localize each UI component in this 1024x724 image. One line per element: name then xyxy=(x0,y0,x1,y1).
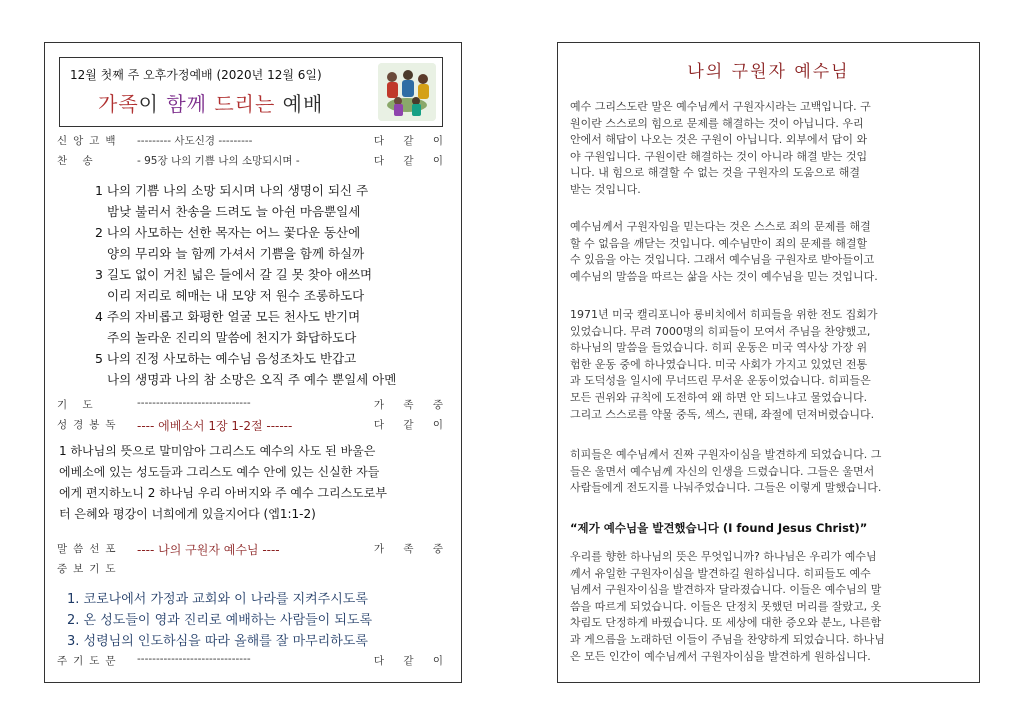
row-leader: 다 같 이 xyxy=(373,419,451,431)
scripture-line: 에게 편지하노니 2 하나님 우리 아버지와 주 예수 그리스도로부 xyxy=(59,486,387,500)
row-creed xyxy=(57,133,451,149)
paragraph-line: 있었습니다. 무려 7000명의 히피들이 모여서 주님을 찬양했고, xyxy=(570,324,871,338)
paragraph-line: 안에서 해답이 나오는 것은 구원이 아닙니다. 외부에서 답이 와 xyxy=(570,133,868,147)
hymn-line: 4 주의 자비롭고 화평한 얼굴 모든 천사도 반기며 xyxy=(95,309,361,324)
paragraph-line: 들은 울면서 예수님께 자신의 인생을 드렸습니다. 그들은 울면서 xyxy=(570,464,875,478)
paragraph-line: 모든 권위와 규칙에 도전하여 왜 하면 안 되느냐고 물었습니다. xyxy=(570,390,868,404)
paragraph-line: 수 있음을 아는 것입니다. 그래서 예수님을 구원자로 받아들이고 xyxy=(570,253,875,267)
paragraph-line: 께서 유일한 구원자이심을 발견하길 원하십니다. 히피들도 예수 xyxy=(570,566,871,580)
hymn-line: 주의 놀라운 진리의 말씀에 천지가 화답하도다 xyxy=(107,330,357,345)
row-prayer xyxy=(57,397,451,413)
row-scripture-reading xyxy=(57,417,451,433)
row-content: --------- 사도신경 --------- xyxy=(137,135,253,147)
scripture-text xyxy=(59,441,453,525)
paragraph-line: 예수 그리스도란 말은 예수님께서 구원자시라는 고백입니다. 구 xyxy=(570,100,871,113)
row-label: 중보기도 xyxy=(57,563,122,575)
row-leader: 다 같 이 xyxy=(373,655,451,667)
hymn-line: 3 길도 없이 거친 넓은 들에서 갈 길 못 찾아 애쓰며 xyxy=(95,267,373,282)
scripture-line: 에베소에 있는 성도들과 그리스도 예수 안에 있는 신실한 자들 xyxy=(59,465,380,479)
paragraph-line: 사람들에게 전도지를 나눠주었습니다. 그들은 이렇게 말했습니다. xyxy=(570,481,882,495)
paragraph-line: 우리를 향한 하나님의 뜻은 무엇입니까? 하나님은 우리가 예수님 xyxy=(570,550,877,563)
paragraph-line: 니다. 내 힘으로 해결할 수 없는 것을 구원자의 도움으로 해결 xyxy=(570,166,860,180)
title-word-together: 함께 xyxy=(166,92,215,116)
prayer-item: 2. 온 성도들이 영과 진리로 예배하는 사람들이 되도록 xyxy=(67,613,373,628)
hymn-lyrics xyxy=(95,180,455,390)
hymn-line: 나의 생명과 나의 참 소망은 오직 주 예수 뿐일세 아멘 xyxy=(107,372,397,387)
sermon-page xyxy=(557,42,980,683)
paragraph-line: 1971년 미국 캘리포니아 롱비치에서 히피들을 위한 전도 집회가 xyxy=(570,308,878,321)
sermon-paragraph-5 xyxy=(570,549,968,665)
worship-title-box xyxy=(59,57,443,127)
title-word-worship: 예배 xyxy=(282,92,324,116)
row-label: 말씀선포 xyxy=(57,543,122,555)
scripture-line: 터 은혜와 평강이 너희에게 있을지어다 (엡1:1-2) xyxy=(59,507,316,521)
row-label: 성경봉독 xyxy=(57,419,122,431)
prayer-item: 1. 코로나에서 가정과 교회와 이 나라를 지켜주시도록 xyxy=(67,592,368,607)
row-label: 주기도문 xyxy=(57,655,122,667)
title-word-family: 가족 xyxy=(98,92,139,116)
sermon-paragraph-4 xyxy=(570,447,968,497)
row-label: 찬 송 xyxy=(57,155,99,167)
prayer-items xyxy=(67,589,372,652)
row-content: ---- 에베소서 1장 1-2절 ------ xyxy=(137,419,293,433)
hymn-line: 이리 저리로 헤매는 내 모양 저 원수 조롱하도다 xyxy=(107,288,365,303)
prayer-item: 3. 성령님의 인도하심을 따라 올해를 잘 마무리하도록 xyxy=(67,634,368,649)
paragraph-line: 과 게으름을 노래하던 이들이 주님을 찬양하게 되었습니다. 하나님 xyxy=(570,632,885,646)
title-particle: 이 xyxy=(138,92,167,116)
family-illustration xyxy=(378,63,436,121)
paragraph-line: 그리고 스스로를 약물 중독, 섹스, 권태, 좌절에 던져버렸습니다. xyxy=(570,407,875,421)
hymn-line: 1 나의 기쁨 나의 소망 되시며 나의 생명이 되신 주 xyxy=(95,183,369,198)
paragraph-line: 하나님의 말씀을 들었습니다. 히피 운동은 미국 역사상 가장 위 xyxy=(570,341,868,355)
row-leader: 다 같 이 xyxy=(373,135,451,147)
row-content: - 95장 나의 기쁨 나의 소망되시며 - xyxy=(137,155,300,167)
hymn-line: 양의 무리와 늘 함께 가셔서 기쁨을 함께 하실까 xyxy=(107,246,365,261)
paragraph-line: 할 수 없음을 깨닫는 것입니다. 예수님만이 죄의 문제를 해결할 xyxy=(570,236,868,250)
row-label: 신앙고백 xyxy=(57,135,122,147)
paragraph-line: 예수님의 말씀을 따르는 삶을 사는 것이 예수님을 믿는 것입니다. xyxy=(570,269,878,283)
paragraph-line: 야 구원입니다. 구원이란 해결하는 것이 아니라 해결 받는 것입 xyxy=(570,149,868,163)
row-leader: 다 같 이 xyxy=(373,155,451,167)
row-sermon xyxy=(57,541,451,557)
paragraph-line: 예수님께서 구원자임을 믿는다는 것은 스스로 죄의 문제를 해결 xyxy=(570,220,871,233)
hymn-line: 2 나의 사모하는 선한 목자는 어느 꽃다운 동산에 xyxy=(95,225,361,240)
row-intercession xyxy=(57,561,451,577)
paragraph-line: 받는 것입니다. xyxy=(570,182,641,196)
row-label: 기 도 xyxy=(57,399,99,411)
paragraph-line: 원이란 스스로의 힘으로 문제를 해결하는 것이 아닙니다. 우리 xyxy=(570,116,864,130)
sermon-paragraph-1 xyxy=(570,99,968,199)
row-content: ---- 나의 구원자 예수님 ---- xyxy=(137,543,280,557)
paragraph-line: 험한 운동 중에 하나였습니다. 미국 사회가 가지고 있었던 전통 xyxy=(570,357,868,371)
row-content: ------------------------------ xyxy=(137,397,251,409)
row-leader: 가 족 중 xyxy=(373,543,451,555)
worship-title xyxy=(98,88,323,117)
sermon-title: 나의 구원자 예수님 xyxy=(687,62,850,82)
paragraph-line: 히피들은 예수님께서 진짜 구원자이심을 발견하게 되었습니다. 그 xyxy=(570,448,882,461)
sermon-paragraph-3 xyxy=(570,307,968,423)
sermon-quote: “제가 예수님을 발견했습니다 (I found Jesus Christ)” xyxy=(570,521,868,535)
sermon-paragraph-2 xyxy=(570,219,968,285)
hymn-line: 5 나의 진정 사모하는 예수님 음성조차도 반갑고 xyxy=(95,351,357,366)
scripture-line: 1 하나님의 뜻으로 말미암아 그리스도 예수의 사도 된 바울은 xyxy=(59,444,376,458)
paragraph-line: 님께서 구원자이심을 발견하자 달라졌습니다. 이들은 예수님의 말 xyxy=(570,583,882,597)
worship-subtitle: 12월 첫째 주 오후가정예배 (2020년 12월 6일) xyxy=(70,68,322,82)
paragraph-line: 과 도덕성을 일시에 무너뜨린 무서운 운동이었습니다. 히피들은 xyxy=(570,374,871,388)
paragraph-line: 은 모든 인간이 예수님께서 구원자이심을 발견하게 원하십니다. xyxy=(570,649,871,663)
worship-order-page xyxy=(44,42,462,683)
title-word-offering: 드리는 xyxy=(214,92,283,116)
row-hymn xyxy=(57,153,451,169)
row-lords-prayer xyxy=(57,653,451,669)
hymn-line: 밤낮 불러서 찬송을 드려도 늘 아쉰 마음뿐일세 xyxy=(107,204,361,219)
row-content: ------------------------------ xyxy=(137,653,251,665)
row-leader: 가 족 중 xyxy=(373,399,451,411)
paragraph-line: 씀을 따르게 되었습니다. 이들은 단정치 못했던 머리를 잘랐고, 옷 xyxy=(570,599,882,613)
paragraph-line: 차림도 단정하게 바꿨습니다. 또 세상에 대한 증오와 분노, 나른함 xyxy=(570,616,882,630)
